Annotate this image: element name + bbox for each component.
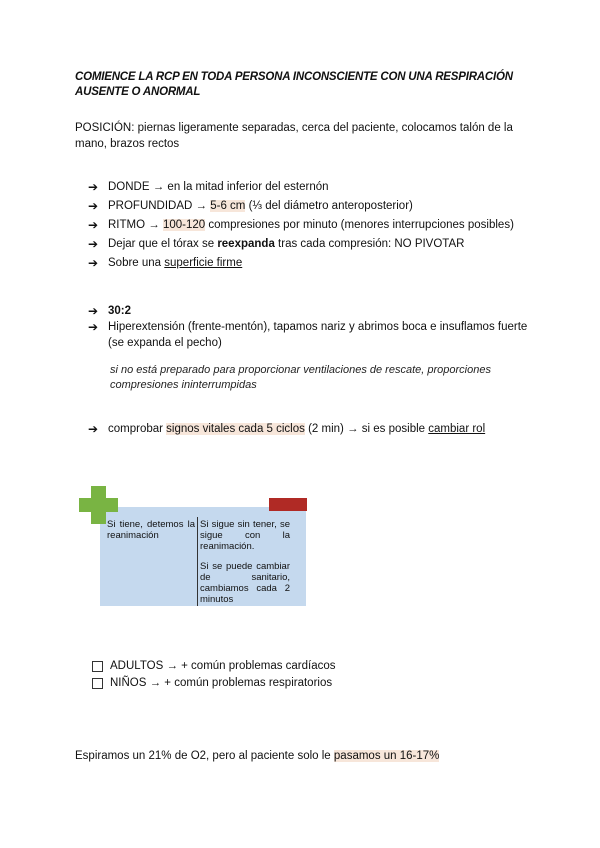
bullet-profundidad (88, 198, 528, 214)
bullet-superficie (88, 255, 528, 271)
arrow-icon: ➔ (88, 304, 99, 318)
arrow-icon: ➔ (88, 180, 99, 194)
ritmo-detail: compresiones por minuto (menores interrupciones posibles) (205, 219, 514, 231)
oxygen-pre: Espiramos un 21% de O2, pero al paciente solo le (75, 750, 334, 762)
arrow-icon: ➔ (88, 218, 99, 232)
bullet-donde (88, 179, 528, 195)
checkbox-icon[interactable] (92, 661, 103, 672)
bullet-ratio (88, 303, 528, 319)
checkbox-icon[interactable] (92, 678, 103, 689)
bullet-ritmo (88, 217, 528, 233)
position-text: POSICIÓN: piernas ligeramente separadas, cerca del paciente, colocamos talón de la mano, brazos rectos (75, 122, 513, 150)
arrow-icon: ➔ (88, 320, 99, 334)
ninos-text: NIÑOS → + común problemas respiratorios (110, 677, 333, 689)
bullet-profundidad-text (108, 198, 413, 214)
reexpanda-bold: reexpanda (217, 238, 275, 250)
ritmo-label: RITMO → (108, 219, 163, 231)
comprobar-mid: (2 min) → si es posible (304, 423, 429, 435)
bullet-comprobar (88, 421, 528, 437)
signos-highlight: signos vitales cada 5 ciclos (166, 423, 305, 435)
prof-highlight: 5-6 cm (210, 200, 246, 212)
bullet-hiperextension (88, 319, 528, 351)
ratio-text: 30:2 (108, 305, 132, 317)
prof-detail: (⅓ del diámetro anteroposterior) (245, 200, 413, 212)
checklist-item-adultos[interactable] (92, 658, 452, 674)
arrow-icon: ➔ (88, 422, 99, 436)
sobre-pre: Sobre una (108, 257, 165, 269)
arrow-icon: ➔ (88, 237, 99, 251)
ritmo-highlight: 100-120 (162, 219, 206, 231)
dejar-pre: Dejar que el tórax se (108, 238, 218, 250)
ventilation-note: si no está preparado para proporcionar ventilaciones de rescate, proporciones compresiones ininterrumpidas (110, 364, 491, 391)
oxygen-note (75, 748, 535, 764)
dejar-post: tras cada compresión: NO PIVOTAR (274, 238, 465, 250)
cambiar-rol-underline: cambiar rol (428, 423, 486, 435)
arrow-icon: ➔ (88, 256, 99, 270)
adultos-text: ADULTOS → + común problemas cardíacos (110, 660, 336, 672)
green-plus-icon-bar (79, 498, 118, 512)
superficie-underline: superficie firme (164, 257, 243, 269)
card-cell-cambiar: Si se puede cambiar de sanitario, cambiamos cada 2 minutos (200, 561, 290, 605)
card-cell-sigue: Si sigue sin tener, se sigue con la reanimación. (200, 519, 290, 552)
red-minus-icon (269, 498, 307, 511)
card-cell-tiene: Si tiene, detemos la reanimación (107, 519, 195, 541)
bullet-reexpanda-text (108, 236, 464, 252)
hiperextension-text: Hiperextensión (frente-mentón), tapamos nariz y abrimos boca e insuflamos fuerte (se expanda el pecho) (108, 321, 528, 349)
page-heading: COMIENCE LA RCP EN TODA PERSONA INCONSCIENTE CON UNA RESPIRACIÓN AUSENTE O ANORMAL (75, 71, 513, 98)
bullet-ritmo-text (108, 217, 514, 233)
comprobar-text (108, 421, 485, 437)
bullet-superficie-text (108, 255, 242, 271)
arrow-icon: ➔ (88, 199, 99, 213)
prof-label: PROFUNDIDAD → (108, 200, 211, 212)
bullet-donde-text: DONDE → en la mitad inferior del esternón (108, 181, 329, 193)
bullet-reexpanda (88, 236, 528, 252)
checklist-item-ninos[interactable] (92, 675, 452, 691)
comprobar-pre: comprobar (108, 423, 167, 435)
card-divider (197, 517, 198, 606)
oxygen-highlight: pasamos un 16-17% (333, 750, 440, 762)
